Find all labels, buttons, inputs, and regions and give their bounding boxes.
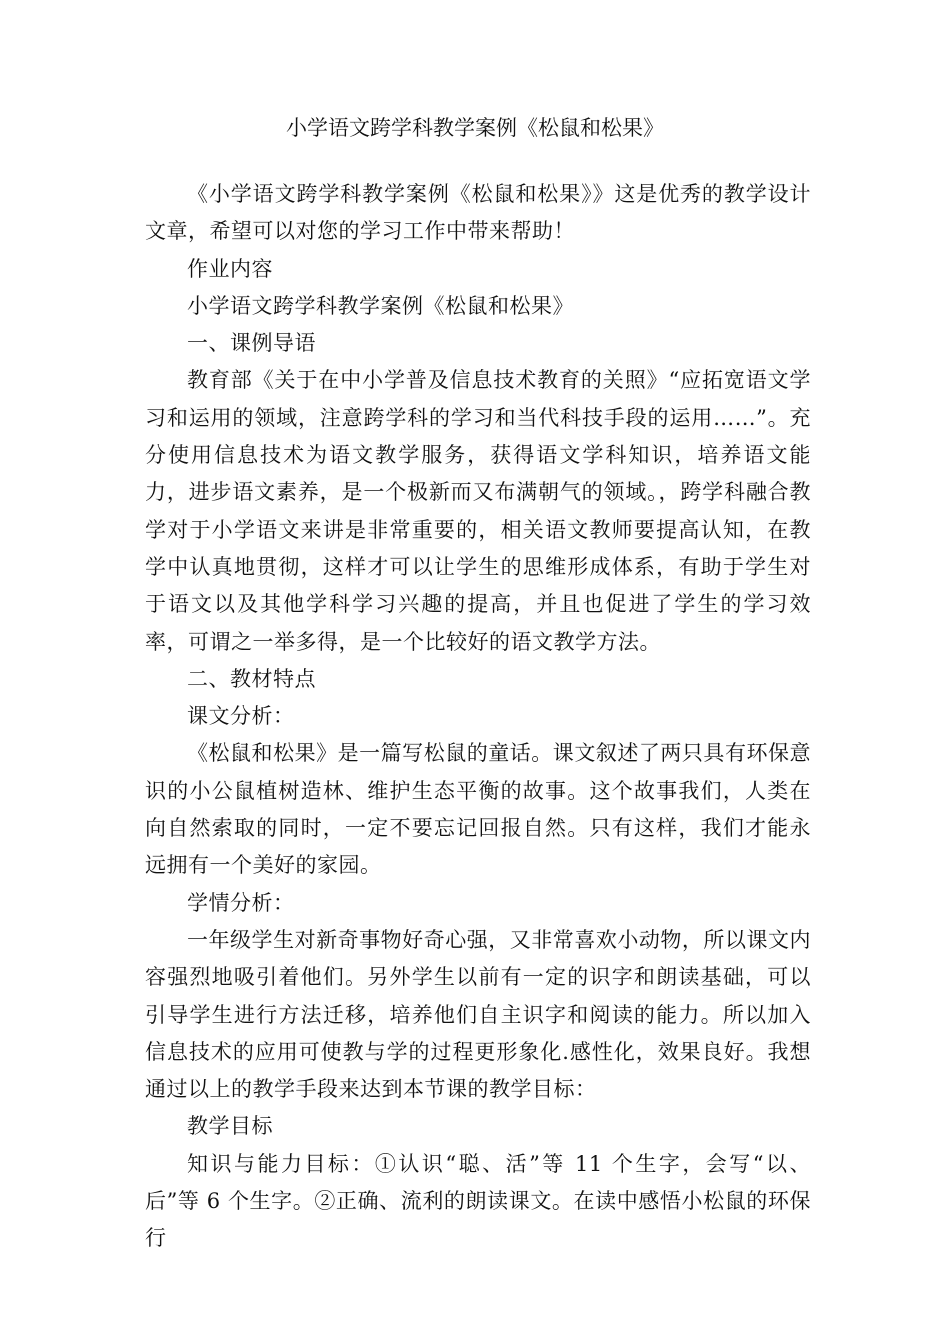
intro-body-paragraph: 教育部《关于在中小学普及信息技术教育的关照》“应拓宽语文学习和运用的领域，注意跨学科的学习和当代科技手段的运用……”。充分使用信息技术为语文教学服务，获得语文学科知识，培养语文能力，进步语文素养，是一个极新而又布满朝气的领域。，跨学科融合教学对于小学语文来讲是非常重要的，相关语文教师要提高认知，在教学中认真地贯彻，这样才可以让学生的思维形成体系，有助于学生对于语文以及其他学科学习兴趣的提高，并且也促进了学生的学习效率，可谓之一举多得，是一个比较好的语文教学方法。: [145, 368, 811, 654]
text-analysis-paragraph: 《松鼠和松果》是一篇写松鼠的童话。课文叙述了两只具有环保意识的小公鼠植树造林、维护生态平衡的故事。这个故事我们，人类在向自然索取的同时，一定不要忘记回报自然。只有这样，我们才能永远拥有一个美好的家园。: [145, 741, 811, 878]
intro-paragraph: 《小学语文跨学科教学案例《松鼠和松果》》这是优秀的教学设计文章，希望可以对您的学习工作中带来帮助！: [145, 182, 811, 244]
subtitle-line: 小学语文跨学科教学案例《松鼠和松果》: [187, 293, 574, 318]
knowledge-goals-paragraph: 知识与能力目标：①认识“聪、活”等 11 个生字，会写“以、后”等 6 个生字。②正确、流利的朗读课文。在读中感悟小松鼠的环保行: [145, 1151, 811, 1251]
teaching-goals-heading: 教学目标: [187, 1114, 273, 1139]
section-heading-material: 二、教材特点: [187, 666, 316, 691]
section-heading-intro: 一、课例导语: [187, 331, 316, 356]
document-title: 小学语文跨学科教学案例《松鼠和松果》: [286, 116, 664, 140]
student-analysis-paragraph: 一年级学生对新奇事物好奇心强，又非常喜欢小动物，所以课文内容强烈地吸引着他们。另外学生以前有一定的识字和朗读基础，可以引导学生进行方法迁移，培养他们自主识字和阅读的能力。所以加入信息技术的应用可使教与学的过程更形象化.感性化，效果良好。我想通过以上的教学手段来达到本节课的教学目标：: [145, 927, 811, 1102]
section-heading-homework: 作业内容: [187, 256, 273, 281]
text-analysis-heading: 课文分析：: [187, 704, 295, 729]
student-analysis-heading: 学情分析：: [187, 890, 295, 915]
document-body: [145, 176, 811, 1258]
